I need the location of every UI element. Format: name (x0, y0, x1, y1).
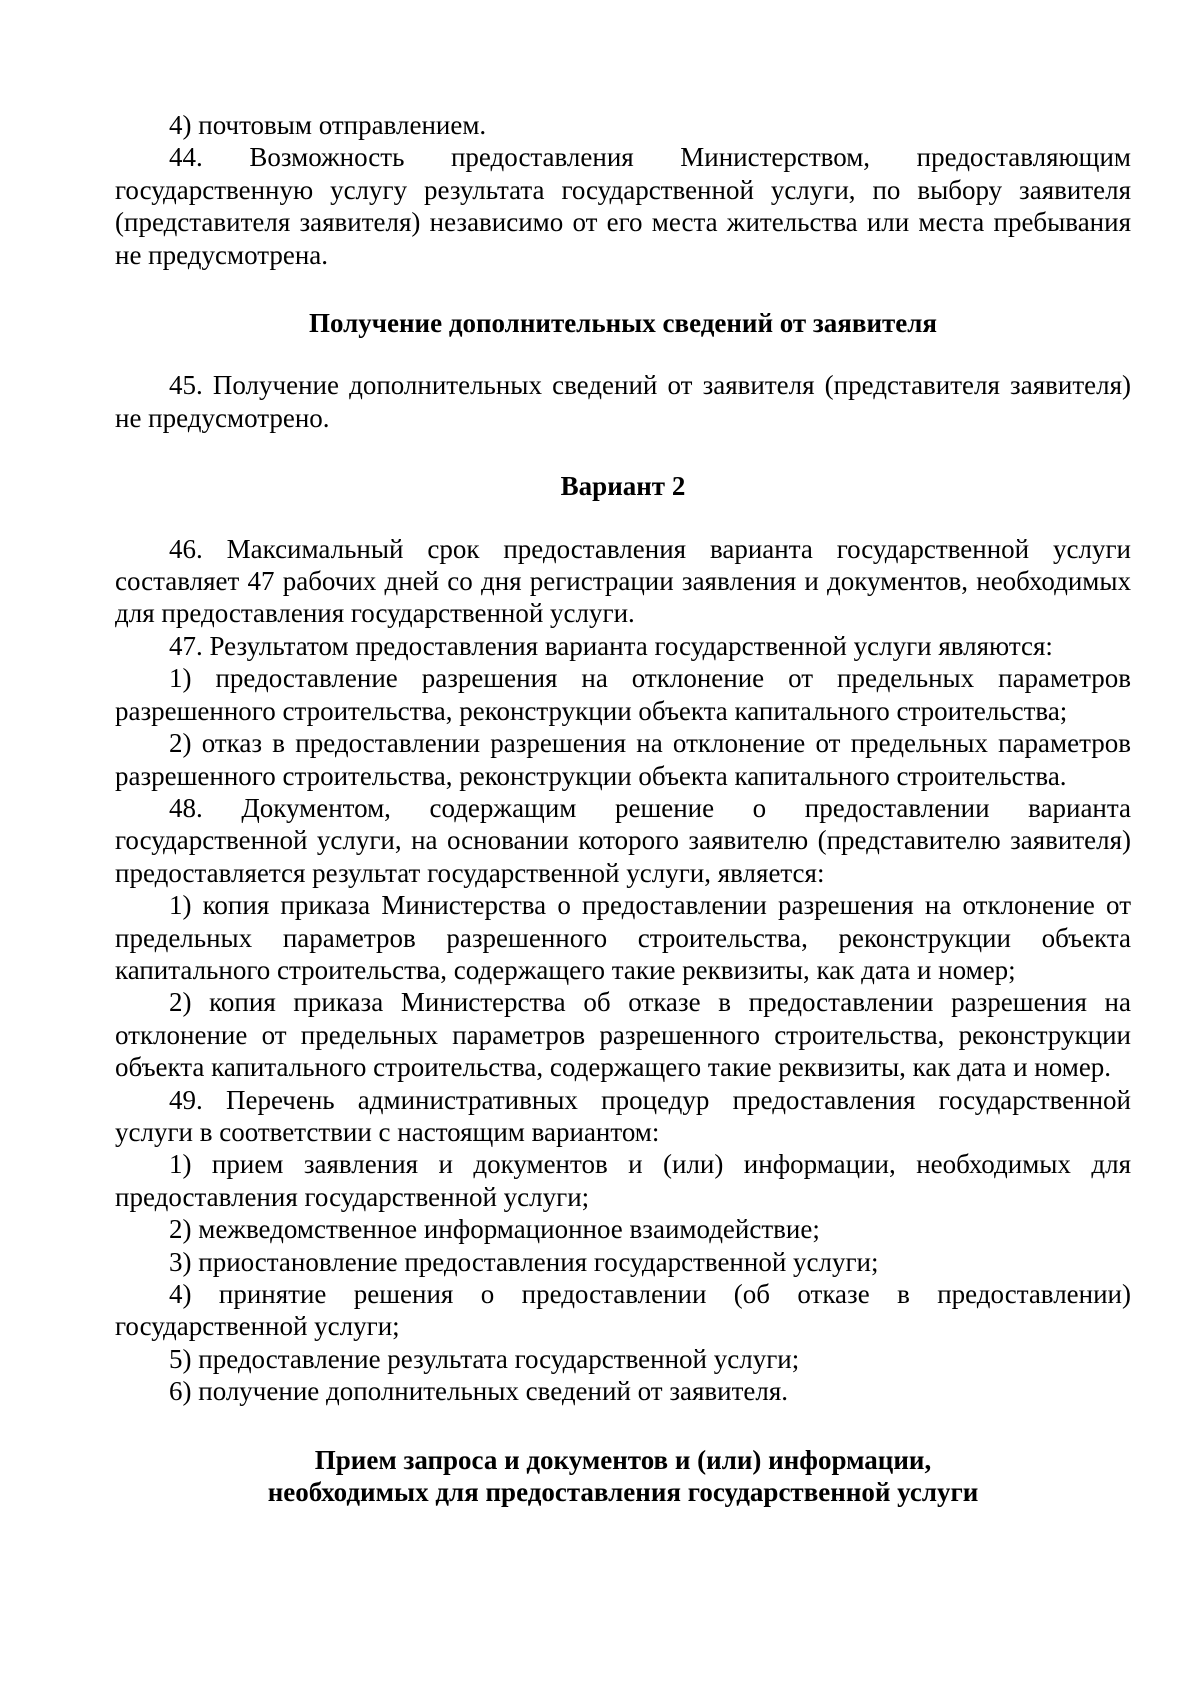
list-item-postal: 4) почтовым отправлением. (169, 110, 487, 140)
list-item-49-5: 5) предоставление результата государственной услуги; (169, 1343, 800, 1374)
heading-reception-line-1: Прием запроса и документов и (или) информации, (314, 1444, 932, 1475)
paragraph-47: 47. Результатом предоставления варианта государственной услуги являются: (169, 630, 1053, 661)
list-item-49-1: 1) прием заявления и документов и (или) информации, необходимых для предоставления государственной услуги; (115, 1149, 1131, 1212)
paragraph-46: 46. Максимальный срок предоставления варианта государственной услуги составляет 47 рабочих дней со дня регистрации заявления и документов, необходимых для предоставления государственной услуги. (115, 533, 1131, 629)
list-item-49-3: 3) приостановление предоставления государственной услуги; (169, 1246, 879, 1277)
heading-reception-line-2: необходимых для предоставления государственной услуги (267, 1477, 979, 1508)
list-item-47-1: 1) предоставление разрешения на отклонение от предельных параметров разрешенного строительства, реконструкции объекта капитального строительства; (115, 663, 1131, 726)
list-item-47-2: 2) отказ в предоставлении разрешения на отклонение от предельных параметров разрешенного строительства, реконструкции объекта капитального строительства. (115, 728, 1131, 791)
paragraph-48: 48. Документом, содержащим решение о предоставлении варианта государственной услуги, на основании которого заявителю (представителю заявителя) предоставляется результат государственной услуги, является: (115, 792, 1131, 888)
paragraph-45: 45. Получение дополнительных сведений от заявителя (представителя заявителя) не предусмотрено. (115, 370, 1131, 433)
paragraph-44: 44. Возможность предоставления Министерством, предоставляющим государственную услугу результата государственной услуги, по выбору заявителя (представителя заявителя) независимо от его места жительства или места пребывания не предусмотрена. (115, 142, 1131, 270)
list-item-49-6: 6) получение дополнительных сведений от заявителя. (169, 1376, 789, 1407)
list-item-49-2: 2) межведомственное информационное взаимодействие; (169, 1214, 820, 1245)
heading-reception (115, 1444, 1131, 1509)
list-item-49-4: 4) принятие решения о предоставлении (об отказе в предоставлении) государственной услуги; (115, 1279, 1131, 1342)
list-item-48-2: 2) копия приказа Министерства об отказе в предоставлении разрешения на отклонение от предельных параметров разрешенного строительства, реконструкции объекта капитального строительства, содержащего такие реквизиты, как дата и номер. (115, 987, 1131, 1083)
list-item-48-1: 1) копия приказа Министерства о предоставлении разрешения на отклонение от предельных параметров разрешенного строительства, реконструкции объекта капитального строительства, содержащего такие реквизиты, как дата и номер; (115, 890, 1131, 985)
heading-additional-info: Получение дополнительных сведений от заявителя (308, 308, 938, 339)
paragraph-49: 49. Перечень административных процедур предоставления государственной услуги в соответствии с настоящим вариантом: (115, 1084, 1131, 1147)
heading-variant-2: Вариант 2 (560, 471, 686, 502)
